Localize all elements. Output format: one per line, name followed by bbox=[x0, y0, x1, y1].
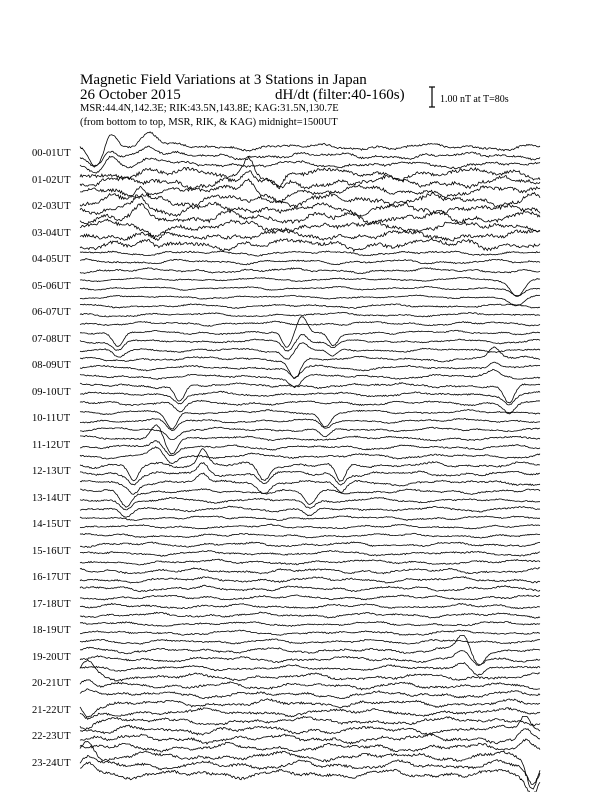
hour-row-label: 01-02UT bbox=[32, 174, 71, 186]
chart-title: Magnetic Field Variations at 3 Stations in Japan bbox=[80, 72, 367, 88]
trace-msr-05-06ut bbox=[80, 277, 540, 296]
trace-msr-19-20ut bbox=[80, 636, 540, 665]
trace-rik-06-07ut bbox=[80, 312, 540, 317]
hour-row-label: 22-23UT bbox=[32, 731, 71, 742]
scale-label: 1.00 nT at T=80s bbox=[440, 94, 509, 105]
trace-msr-12-13ut bbox=[80, 449, 540, 482]
hour-row-label: 04-05UT bbox=[32, 254, 71, 265]
trace-rik-22-23ut bbox=[80, 729, 540, 744]
trace-msr-16-17ut bbox=[80, 568, 540, 574]
hour-row-label: 16-17UT bbox=[32, 572, 71, 583]
station-coordinates: MSR:44.4N,142.3E; RIK:43.5N,143.8E; KAG:31.5N,130.7E bbox=[80, 103, 339, 114]
trace-rik-07-08ut bbox=[80, 335, 540, 352]
trace-rik-23-24ut bbox=[80, 755, 540, 784]
trace-kag-05-06ut bbox=[80, 295, 540, 306]
trace-msr-21-22ut bbox=[80, 699, 540, 717]
hour-row-label: 09-10UT bbox=[32, 386, 71, 398]
trace-kag-03-04ut bbox=[80, 239, 540, 252]
trace-kag-14-15ut bbox=[80, 533, 540, 538]
trace-kag-00-01ut bbox=[80, 156, 540, 173]
trace-msr-07-08ut bbox=[80, 317, 540, 348]
trace-msr-17-18ut bbox=[80, 595, 540, 600]
trace-msr-02-03ut bbox=[80, 186, 540, 207]
trace-rik-18-19ut bbox=[80, 630, 540, 635]
trace-kag-08-09ut bbox=[80, 369, 540, 387]
trace-rik-10-11ut bbox=[80, 419, 540, 431]
hour-row-label: 03-04UT bbox=[32, 227, 71, 239]
hour-row-label: 07-08UT bbox=[32, 333, 71, 345]
trace-msr-04-05ut bbox=[80, 251, 540, 256]
scale-bar-icon bbox=[428, 86, 436, 108]
trace-rik-16-17ut bbox=[80, 577, 540, 583]
hour-row-label: 13-14UT bbox=[32, 492, 71, 504]
hour-row-label: 05-06UT bbox=[32, 280, 71, 292]
trace-msr-06-07ut bbox=[80, 304, 540, 309]
trace-msr-15-16ut bbox=[80, 542, 540, 548]
trace-msr-14-15ut bbox=[80, 516, 540, 521]
trace-msr-13-14ut bbox=[80, 489, 540, 508]
trace-msr-20-21ut bbox=[80, 660, 540, 681]
trace-rik-00-01ut bbox=[80, 146, 540, 166]
trace-msr-09-10ut bbox=[80, 383, 540, 403]
trace-kag-06-07ut bbox=[80, 321, 540, 326]
trace-msr-18-19ut bbox=[80, 622, 540, 627]
trace-rik-11-12ut bbox=[80, 441, 540, 456]
trace-kag-09-10ut bbox=[80, 400, 540, 414]
trace-kag-11-12ut bbox=[80, 447, 540, 464]
trace-rik-14-15ut bbox=[80, 524, 540, 529]
hour-row-label: 08-09UT bbox=[32, 360, 71, 371]
hour-row-label: 12-13UT bbox=[32, 466, 71, 477]
trace-kag-18-19ut bbox=[80, 639, 540, 644]
trace-rik-21-22ut bbox=[80, 708, 540, 720]
trace-msr-00-01ut bbox=[80, 132, 540, 167]
hour-row-label: 02-03UT bbox=[32, 201, 71, 212]
hour-row-label: 21-22UT bbox=[32, 704, 71, 716]
trace-rik-05-06ut bbox=[80, 286, 540, 295]
trace-kag-12-13ut bbox=[80, 473, 540, 494]
hour-row-label: 11-12UT bbox=[32, 439, 71, 451]
trace-kag-15-16ut bbox=[80, 559, 540, 565]
hour-row-label: 19-20UT bbox=[32, 651, 71, 663]
hour-row-label: 18-19UT bbox=[32, 625, 71, 636]
trace-kag-13-14ut bbox=[80, 506, 540, 517]
hour-row-label: 00-01UT bbox=[32, 148, 71, 159]
trace-kag-04-05ut bbox=[80, 268, 540, 274]
trace-rik-09-10ut bbox=[80, 391, 540, 405]
chart-quantity: dH/dt (filter:40-160s) bbox=[275, 87, 405, 103]
date-and-quantity bbox=[80, 87, 405, 103]
hour-row-label: 14-15UT bbox=[32, 519, 71, 530]
trace-kag-07-08ut bbox=[80, 343, 540, 359]
trace-kag-23-24ut bbox=[80, 762, 540, 792]
trace-kag-22-23ut bbox=[80, 739, 540, 752]
trace-rik-20-21ut bbox=[80, 680, 540, 690]
trace-rik-01-02ut bbox=[80, 171, 540, 189]
hour-row-label: 20-21UT bbox=[32, 678, 71, 689]
station-order-note: (from bottom to top, MSR, RIK, & KAG) midnight=1500UT bbox=[80, 117, 338, 128]
trace-rik-17-18ut bbox=[80, 603, 540, 608]
hour-row-label: 17-18UT bbox=[32, 598, 71, 610]
chart-date: 26 October 2015 bbox=[80, 87, 181, 103]
trace-kag-20-21ut bbox=[80, 689, 540, 699]
hour-row-label: 15-16UT bbox=[32, 545, 71, 557]
hour-row-label: 06-07UT bbox=[32, 307, 71, 318]
hour-row-label: 10-11UT bbox=[32, 413, 71, 424]
trace-rik-04-05ut bbox=[80, 259, 540, 265]
trace-kag-19-20ut bbox=[80, 663, 540, 676]
trace-kag-16-17ut bbox=[80, 585, 540, 592]
trace-rik-15-16ut bbox=[80, 551, 540, 557]
trace-kag-17-18ut bbox=[80, 612, 540, 618]
trace-msr-08-09ut bbox=[80, 347, 540, 379]
hour-row-label: 23-24UT bbox=[32, 757, 71, 769]
